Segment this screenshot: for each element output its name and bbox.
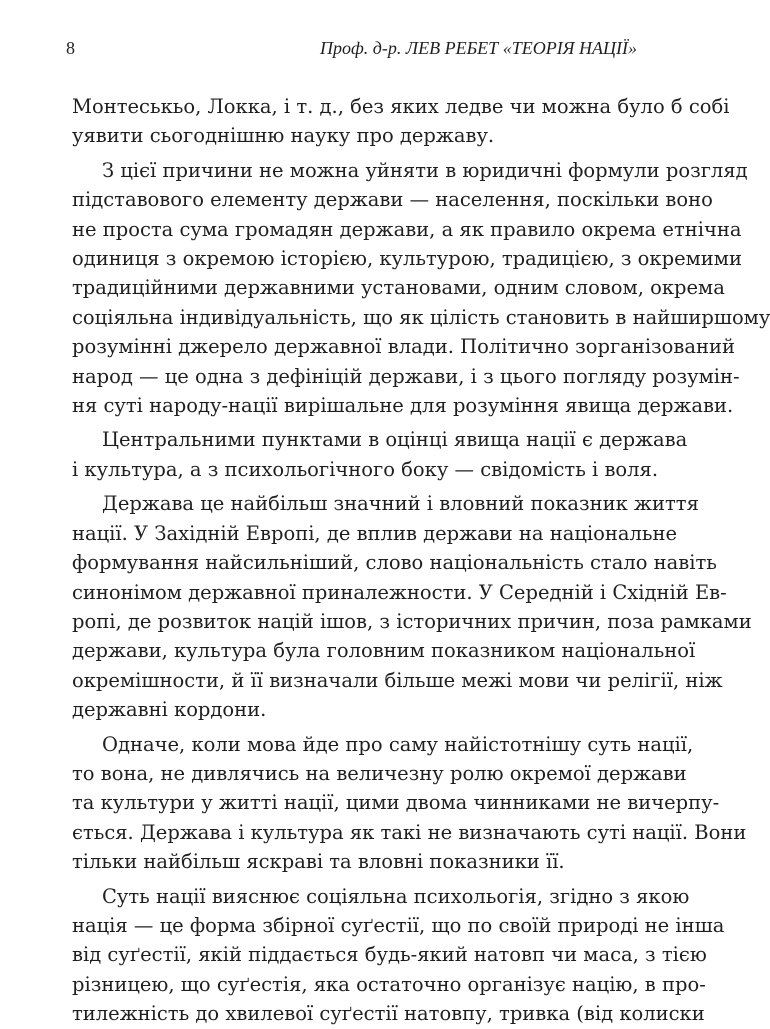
text-line: Одначе, коли мова йде про саму найістотнішу суть нації, <box>102 732 694 756</box>
page-number: 8 <box>66 38 75 58</box>
text-line: З цієї причини не можна уйняти в юридичні формули розгляд <box>102 158 748 182</box>
text-line: від суґестії, якій піддається будь-який натовп чи маса, з тією <box>72 943 707 967</box>
text-line: ропі, де розвиток націй ішов, з історичних причин, поза рамками <box>72 609 752 633</box>
text-line: Центральними пунктами в оцінці явища нації є держава <box>102 428 688 452</box>
text-line: Суть нації вияснює соціяльна психольогія, згідно з якою <box>102 884 690 908</box>
text-line: традиційними державними установами, одним словом, окрема <box>72 276 725 300</box>
text-line: соціяльна індивідуальність, що як цілість становить в найширшому <box>72 305 770 329</box>
text-line: Держава це найбільш значний і вловний показник життя <box>102 492 699 516</box>
text-line: нації. У Західній Европі, де вплив держави на національне <box>72 521 678 545</box>
text-line: нація — це форма збірної суґестії, що по своїй природі не інша <box>72 913 725 937</box>
text-line: тилежність до хвилевої суґестії натовпу, тривка (від колиски <box>72 1002 705 1026</box>
running-head: Проф. д-р. ЛЕВ РЕБЕТ «ТЕОРІЯ НАЦІЇ» <box>320 38 637 58</box>
paragraph <box>72 730 747 877</box>
text-line: підставового елементу держави — населення, поскільки воно <box>72 188 713 212</box>
page-header <box>66 38 637 68</box>
paragraph <box>72 156 770 421</box>
text-line: та культури у житті нації, цими двома чинниками не вичерпу- <box>72 791 720 815</box>
paragraph <box>72 425 688 484</box>
text-line: окремішности, й її визначали більше межі мови чи релігії, ніж <box>72 668 723 692</box>
text-line: одиниця з окремою історією, культурою, традицією, з окремими <box>72 247 742 271</box>
paragraph <box>72 882 725 1029</box>
paragraph <box>72 92 730 151</box>
text-line: ється. Держава і культура як такі не визначають суті нації. Вони <box>72 820 747 844</box>
text-line: і культура, а з психольогічного боку — свідомість і воля. <box>72 457 659 481</box>
text-line: державні кордони. <box>72 698 267 722</box>
text-line: різницею, що суґестія, яка остаточно організує націю, в про- <box>72 972 706 996</box>
text-line: уявити сьогоднішню науку про державу. <box>72 124 495 148</box>
paragraph <box>72 489 752 724</box>
text-line: тільки найбільш яскраві та вловні показники її. <box>72 850 565 874</box>
text-line: не проста сума громадян держави, а як правило окрема етнічна <box>72 217 742 241</box>
text-line: формування найсильніший, слово національність стало навіть <box>72 551 717 575</box>
text-line: то вона, не дивлячись на величезну ролю окремої держави <box>72 761 687 785</box>
text-line: розумінні джерело державної влади. Політично зорганізований <box>72 335 736 359</box>
text-line: синонімом державної приналежности. У Середній і Східній Ев- <box>72 580 727 604</box>
text-line: держави, культура була головним показником національної <box>72 639 696 663</box>
text-line: Монтеськьо, Локка, і т. д., без яких ледве чи можна було б собі <box>72 95 730 118</box>
text-line: ня суті народу-нації вирішальне для розуміння явища держави. <box>72 394 734 418</box>
text-line: народ — це одна з дефініцій держави, і з цього погляду розумін- <box>72 364 740 388</box>
body-text <box>72 92 770 1029</box>
